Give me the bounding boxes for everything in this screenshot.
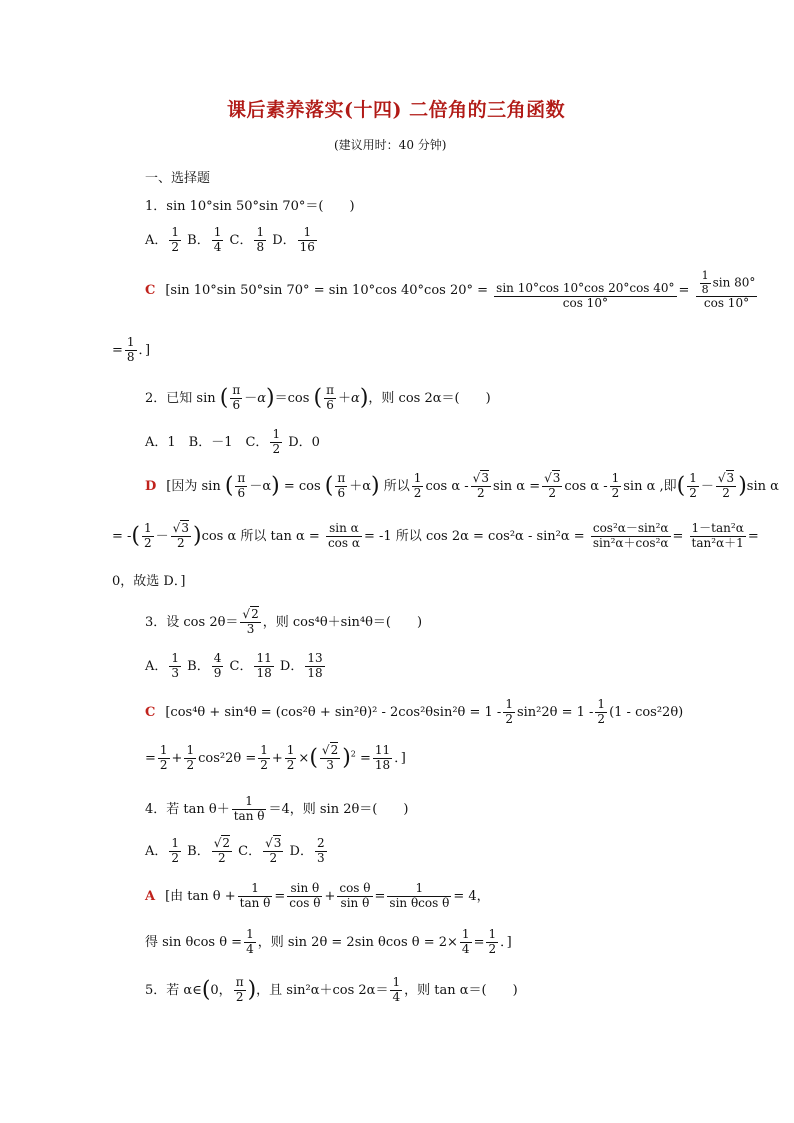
section-heading: 一、选择题 — [145, 171, 211, 186]
q2-answer: D — [145, 478, 157, 494]
q1-solution-line1: C [sin 10°sin 50°sin 70° = sin 10°cos 40°cos 20° = $\frac{\sin 10^\circ\cos 10^\circ\cos 20^\circ\cos 40^\circ}{\cos 10^\circ}$ = $\frac{1}{8}$ sin 80° cos 10° — [145, 269, 756, 311]
q4-stem: 4．若 tan θ＋ $\frac{1}{\text{tan θ}}$ ＝4，则 sin 2θ＝( ) — [145, 794, 409, 823]
page-title: 课后素养落实(十四) 二倍角的三角函数 — [227, 99, 566, 121]
q4-options: A． $\frac{1}{2}$ B． $\frac{√2}{2}$ C． $\frac{√3}{2}$ D． $\frac{2}{3}$ — [145, 836, 325, 865]
q1-stem: 1．sin 10°sin 50°sin 70°＝( ) — [145, 199, 355, 214]
suggested-time: (建议用时：40 分钟) — [334, 138, 447, 152]
q2-solution-line3: 0，故选 D．] — [112, 574, 186, 589]
q2-solution-line2: = -( $\frac{1}{2}$ － $\frac{√3}{2}$ )cos α 所以 tan α = $\frac{\text{sin α}}{\text{cos α}}$ = -1 所以 cos 2α = cos²α - sin²α = $\frac{\text{cos²α－sin²α}}{\text{sin²α＋cos²α}}$ = $\frac{\text{1－tan²α}}{\text{tan²α＋1}}$ = — [112, 521, 759, 550]
q3-solution-line1: C [cos⁴θ + sin⁴θ = (cos²θ + sin²θ)² - 2cos²θsin²θ = 1 - $\frac{1}{2}$ sin²2θ = 1 - $\frac{1}{2}$ (1 - cos²2θ) — [145, 697, 684, 726]
q3-solution-line2: = $\frac{1}{2}$ + $\frac{1}{2}$ cos²2θ = $\frac{1}{2}$ + $\frac{1}{2}$ ×( $\frac{√2}{3}$ )$^2$ = $\frac{11}{18}$ ．] — [145, 743, 406, 772]
q1-solution-line2: = $\frac{1}{8}$ ．] — [112, 335, 151, 364]
q4-answer: A — [145, 888, 156, 904]
q3-stem: 3．设 cos 2θ＝ $\frac{√2}{3}$ ，则 cos⁴θ＋sin⁴θ＝( ) — [145, 607, 423, 636]
q5-stem: 5．若 α∈(0， $\frac{\pi}{2}$ )，且 sin²α＋cos 2α＝ $\frac{1}{4}$ ，则 tan α＝( ) — [145, 975, 518, 1004]
q4-solution-line1: A [由 tan θ + $\frac{1}{\text{tan θ}}$ = $\frac{\text{sin θ}}{\text{cos θ}}$ + $\frac{\text{cos θ}}{\text{sin θ}}$ = $\frac{1}{\text{sin θcos θ}}$ = 4， — [145, 881, 490, 910]
q4-solution-line2: 得 sin θcos θ = $\frac{1}{4}$ ，则 sin 2θ = 2sin θcos θ = 2× $\frac{1}{4}$ = $\frac{1}{2}$ ．] — [145, 927, 512, 956]
q2-stem: 2．已知 sin ( $\frac{\pi}{6}$ －α)＝cos ( $\frac{\pi}{6}$ ＋α)，则 cos 2α＝( ) — [145, 383, 491, 412]
q1-answer: C — [145, 283, 156, 299]
q3-answer: C — [145, 704, 156, 720]
q1-options: A． $\frac{1}{2}$ B． $\frac{1}{4}$ C． $\frac{1}{8}$ D． $\frac{1}{16}$ — [145, 225, 315, 254]
q2-solution-line1: D [因为 sin ( $\frac{\pi}{6}$ －α) = cos ( $\frac{\pi}{6}$ ＋α) 所以 $\frac{1}{2}$ cos α - $\frac{√3}{2}$ sin α = $\frac{√3}{2}$ cos α - $\frac{1}{2}$ sin α ,即( $\frac{1}{2}$ － $\frac{√3}{2}$ )sin α — [145, 471, 779, 500]
q2-options: A．1 B．－1 C． $\frac{1}{2}$ D．0 — [145, 427, 320, 456]
q3-options: A． $\frac{1}{3}$ B． $\frac{4}{9}$ C． $\frac{11}{18}$ D． $\frac{13}{18}$ — [145, 651, 323, 680]
